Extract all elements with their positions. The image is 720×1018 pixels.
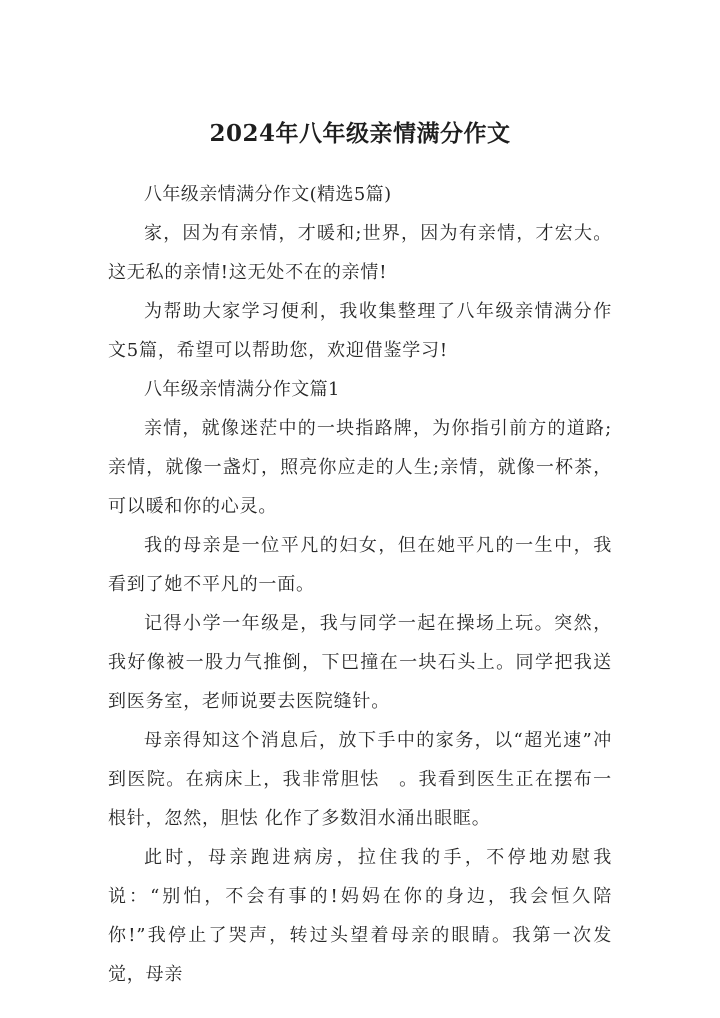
body-paragraph: 记得小学一年级是，我与同学一起在操场上玩。突然，我好像被一股力气推倒，下巴撞在一块石头上。同学把我送到医务室，老师说要去医院缝针。 [108, 613, 612, 712]
body-paragraph: 家，因为有亲情，才暖和;世界，因为有亲情，才宏大。这无私的亲情!这无处不在的亲情! [108, 223, 612, 283]
body-paragraph: 我的母亲是一位平凡的妇女，但在她平凡的一生中，我看到了她不平凡的一面。 [108, 535, 612, 595]
body-paragraph: 为帮助大家学习便利，我收集整理了八年级亲情满分作文5篇，希望可以帮助您，欢迎借鉴学习! [108, 301, 612, 361]
subtitle-paragraph: 八年级亲情满分作文(精选5篇) [144, 184, 392, 205]
section-heading: 八年级亲情满分作文篇1 [144, 379, 340, 400]
document-title: 2024年八年级亲情满分作文 [209, 120, 511, 147]
body-paragraph: 此时，母亲跑进病房，拉住我的手，不停地劝慰我说：“别怕，不会有事的!妈妈在你的身边，我会恒久陪你!”我停止了哭声，转过头望着母亲的眼睛。我第一次发觉，母亲 [108, 847, 612, 985]
body-paragraph: 母亲得知这个消息后，放下手中的家务，以“超光速”冲到医院。在病床上，我非常胆怯 。我看到医生正在摆布一根针，忽然，胆怯 化作了多数泪水涌出眼眶。 [108, 730, 612, 829]
document-body [108, 175, 612, 994]
body-paragraph: 亲情，就像迷茫中的一块指路牌，为你指引前方的道路;亲情，就像一盏灯，照亮你应走的人生;亲情，就像一杯茶，可以暖和你的心灵。 [108, 418, 612, 517]
